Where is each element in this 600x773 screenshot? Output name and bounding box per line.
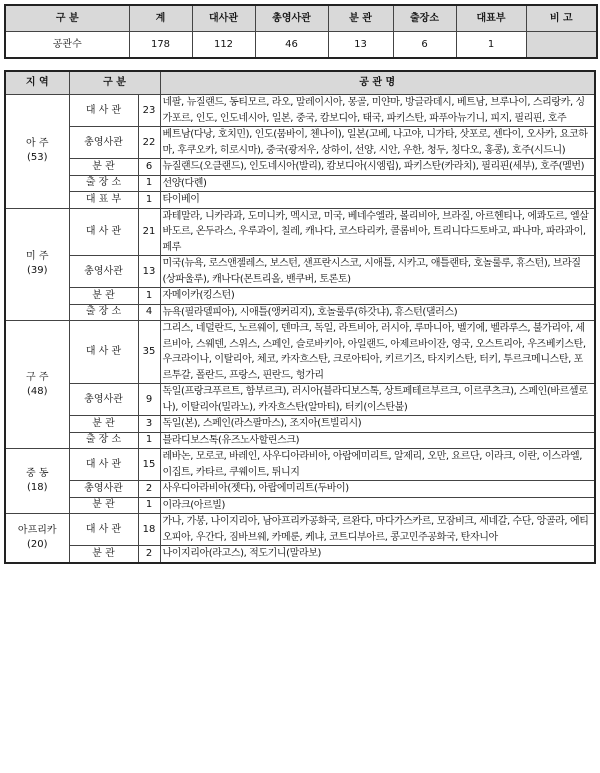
mission-names-cell: 나이지리아(라고스), 적도기니(말라보): [160, 546, 595, 563]
table-row: [5, 127, 595, 159]
table-row: [5, 449, 595, 481]
detail-header-names: 공 관 명: [160, 71, 595, 95]
summary-header-row: [5, 5, 597, 32]
detail-header-region: 지 역: [5, 71, 69, 95]
table-row: [5, 432, 595, 449]
mission-names-cell: 그리스, 네덜란드, 노르웨이, 덴마크, 독일, 라트비아, 러시아, 루마니아, 벨기에, 벨라루스, 불가리아, 세르비아, 스웨덴, 스위스, 스페인, 슬로바키아, 아일랜드, 아제르바이잔, 영국, 오스트리아, 우즈베키스탄, 우크라이나, 이탈리아, 체코, 카자흐스탄, 크로아티아, 키르기즈, 타지키스탄, 터키, 투르크메니스탄, 포르투갈, 폴란드, 프랑스, 핀란드, 헝가리: [160, 321, 595, 384]
region-count: (53): [26, 152, 48, 164]
mission-count-cell: 1: [138, 497, 160, 514]
region-cell: [5, 449, 69, 514]
mission-names-cell: 이라크(아르빌): [160, 497, 595, 514]
summary-table: [4, 4, 598, 59]
mission-names-cell: 사우디아라비아(젯다), 아랍에미리트(두바이): [160, 481, 595, 498]
region-name: 중 동: [26, 468, 49, 479]
mission-count-cell: 15: [138, 449, 160, 481]
mission-type-cell: 대 사 관: [69, 321, 138, 384]
mission-count-cell: 2: [138, 546, 160, 563]
table-row: [5, 481, 595, 498]
region-name: 아프리카: [17, 524, 57, 536]
mission-type-cell: 총영사관: [69, 127, 138, 159]
table-row: [5, 384, 595, 416]
mission-count-cell: 3: [138, 416, 160, 433]
table-row: [5, 159, 595, 176]
mission-count-cell: 1: [138, 192, 160, 209]
detail-header-type: 구 분: [69, 71, 160, 95]
mission-count-cell: 1: [138, 288, 160, 305]
detail-body: [5, 95, 595, 563]
mission-type-cell: 총영사관: [69, 384, 138, 416]
table-row: [5, 514, 595, 546]
table-row: [5, 546, 595, 563]
region-cell: [5, 321, 69, 449]
mission-type-cell: 총영사관: [69, 256, 138, 288]
mission-type-cell: 대 표 부: [69, 192, 138, 209]
mission-names-cell: 베트남(다낭, 호치민), 인도(뭄바이, 첸나이), 일본(고베, 나고야, 니가타, 삿포로, 센다이, 오사카, 요코하마, 후쿠오카, 히로시마), 중국(광저우, 상하이, 선양, 시안, 우한, 청두, 칭다오, 홍콩), 호주(시드니): [160, 127, 595, 159]
summary-value-row: [5, 32, 597, 59]
mission-names-cell: 독일(본), 스페인(라스팔마스), 조지아(트빌리시): [160, 416, 595, 433]
summary-header-cell: 총영사관: [255, 5, 328, 32]
mission-count-cell: 13: [138, 256, 160, 288]
mission-count-cell: 23: [138, 95, 160, 127]
summary-header-cell: 분 관: [328, 5, 393, 32]
mission-count-cell: 22: [138, 127, 160, 159]
mission-count-cell: 18: [138, 514, 160, 546]
mission-type-cell: 총영사관: [69, 481, 138, 498]
summary-value-cell: 공관수: [5, 32, 129, 59]
table-row: [5, 256, 595, 288]
mission-names-cell: 레바논, 모로코, 바레인, 사우디아라비아, 아랍에미리트, 알제리, 오만, 요르단, 이라크, 이란, 이스라엘, 이집트, 카타르, 쿠웨이트, 튀니지: [160, 449, 595, 481]
table-row: [5, 497, 595, 514]
region-cell: [5, 514, 69, 563]
mission-type-cell: 대 사 관: [69, 208, 138, 256]
mission-names-cell: 네팔, 뉴질랜드, 동티모르, 라오, 말레이시아, 몽골, 미얀마, 방글라데시, 베트남, 브루나이, 스리랑카, 싱가포르, 인도, 인도네시아, 일본, 중국, 캄보디아, 태국, 파키스탄, 파푸아뉴기니, 피지, 필리핀, 호주: [160, 95, 595, 127]
mission-count-cell: 4: [138, 304, 160, 321]
mission-names-cell: 선양(다롄): [160, 175, 595, 192]
summary-header-cell: 대사관: [192, 5, 255, 32]
mission-type-cell: 출 장 소: [69, 432, 138, 449]
summary-header-cell: 비 고: [526, 5, 597, 32]
summary-value-cell: 6: [393, 32, 456, 59]
mission-names-cell: 뉴질랜드(오클랜드), 인도네시아(발리), 캄보디아(시엠립), 파키스탄(카라치), 필리핀(세부), 호주(멜번): [160, 159, 595, 176]
mission-count-cell: 1: [138, 432, 160, 449]
mission-type-cell: 출 장 소: [69, 175, 138, 192]
mission-count-cell: 35: [138, 321, 160, 384]
mission-names-cell: 타이베이: [160, 192, 595, 209]
table-row: [5, 95, 595, 127]
region-count: (48): [26, 385, 48, 397]
mission-type-cell: 분 관: [69, 288, 138, 305]
summary-value-cell: 112: [192, 32, 255, 59]
summary-header-cell: 구 분: [5, 5, 129, 32]
mission-type-cell: 분 관: [69, 416, 138, 433]
mission-type-cell: 분 관: [69, 546, 138, 563]
table-row: [5, 416, 595, 433]
table-row: [5, 175, 595, 192]
mission-type-cell: 대 사 관: [69, 449, 138, 481]
summary-value-cell: 1: [456, 32, 526, 59]
mission-type-cell: 분 관: [69, 159, 138, 176]
region-cell: [5, 95, 69, 209]
summary-header-cell: 대표부: [456, 5, 526, 32]
mission-type-cell: 출 장 소: [69, 304, 138, 321]
mission-names-cell: 가나, 가봉, 나이지리아, 남아프리카공화국, 르완다, 마다가스카르, 모잠비크, 세네갈, 수단, 앙골라, 에티오피아, 우간다, 짐바브웨, 카메룬, 케냐, 코트디부아르, 콩고민주공화국, 탄자니아: [160, 514, 595, 546]
mission-names-cell: 미국(뉴욕, 로스앤젤레스, 보스턴, 샌프란시스코, 시애틀, 시카고, 애틀랜타, 호놀룰루, 휴스턴), 브라질(상파울루), 캐나다(몬트리올, 밴쿠버, 토론토): [160, 256, 595, 288]
summary-value-cell: [526, 32, 597, 59]
region-count: (20): [26, 538, 48, 550]
mission-count-cell: 9: [138, 384, 160, 416]
mission-names-cell: 블라디보스톡(유즈노사할린스크): [160, 432, 595, 449]
mission-count-cell: 6: [138, 159, 160, 176]
mission-count-cell: 1: [138, 175, 160, 192]
mission-type-cell: 대 사 관: [69, 514, 138, 546]
summary-header-cell: 출장소: [393, 5, 456, 32]
mission-names-cell: 뉴욕(필라델피아), 시애틀(앵커리지), 호놀룰루(하갓냐), 휴스턴(댈러스): [160, 304, 595, 321]
region-name: 구 주: [26, 371, 49, 383]
mission-names-cell: 독일(프랑크푸르트, 함부르크), 러시아(블라디보스톡, 상트페테르부르크, 이르쿠츠크), 스페인(바르셀로나), 이탈리아(밀라노), 카자흐스탄(알마티), 터키(이스탄불): [160, 384, 595, 416]
mission-count-cell: 21: [138, 208, 160, 256]
table-row: [5, 321, 595, 384]
region-count: (18): [26, 482, 48, 493]
region-count: (39): [26, 265, 48, 277]
region-name: 미 주: [26, 251, 49, 263]
mission-names-cell: 자메이카(킹스턴): [160, 288, 595, 305]
table-row: [5, 304, 595, 321]
region-name: 아 주: [26, 138, 49, 150]
detail-header-row: [5, 71, 595, 95]
mission-count-cell: 2: [138, 481, 160, 498]
summary-value-cell: 13: [328, 32, 393, 59]
mission-type-cell: 분 관: [69, 497, 138, 514]
table-row: [5, 208, 595, 256]
region-cell: [5, 208, 69, 321]
summary-header-cell: 계: [129, 5, 192, 32]
table-row: [5, 288, 595, 305]
summary-value-cell: 178: [129, 32, 192, 59]
mission-names-cell: 과테말라, 니카라과, 도미니카, 멕시코, 미국, 베네수엘라, 볼리비아, 브라질, 아르헨티나, 에콰도르, 엘살바도르, 온두라스, 우루과이, 칠레, 캐나다, 코스타리카, 콜롬비아, 트리니다드토바고, 파나마, 파라과이, 페루: [160, 208, 595, 256]
table-row: [5, 192, 595, 209]
summary-value-cell: 46: [255, 32, 328, 59]
mission-type-cell: 대 사 관: [69, 95, 138, 127]
mission-detail-table: [4, 70, 596, 564]
